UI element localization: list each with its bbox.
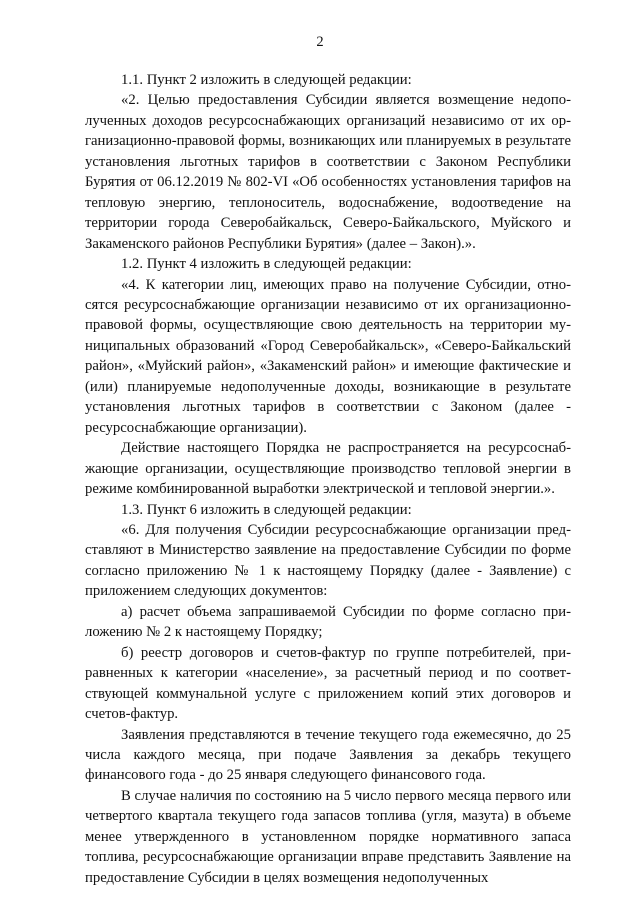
paragraph-fuel-reserve: В случае наличия по состоянию на 5 число первого месяца первого или четвертого квартала текущего года запасов топлива (угля, мазута) в объеме менее утвержденного в установленном порядке нормативного запаса топлива, ресурсоснабжающие организации вправе представить Заявление на предоставление Субсидии в целях возмещения недополученных [85, 787, 571, 886]
document-body [85, 70, 571, 888]
paragraph-item-4-exclusion: Действие настоящего Порядка не распространяется на ресурсоснабжающие организации, осуществляющие производство тепловой энергии в режиме комбинированной выработки электрической и тепловой энергии.». [85, 440, 571, 498]
page-number: 2 [316, 34, 324, 50]
paragraph-item-2-text: «2. Целью предоставления Субсидии является возмещение недополученных доходов ресурсоснабжающих организаций независимо от их организационно-правовой формы, возникающих или планируемых в результате установления льготных тарифов в соответствии с Законом Республики Бурятия от 06.12.2019 № 802-VI «Об особенностях установления тарифов на тепловую энергию, теплоноситель, водоснабжение, водоотведение на территории города Северобайкальск, Северо-Байкальского, Муйского и Закаменского районов Республики Бурятия» (далее – Закон).». [85, 92, 571, 252]
paragraph-item-6-text: «6. Для получения Субсидии ресурсоснабжающие организации представляют в Министерство заявление на предоставление Субсидии по форме согласно приложению № 1 к настоящему Порядку (далее - Заявление) с приложением следующих документов: [85, 521, 571, 600]
paragraph-item-4-text: «4. К категории лиц, имеющих право на получение Субсидии, относятся ресурсоснабжающие организации независимо от их организационно-правовой формы, осуществляющие свою деятельность на территории муниципальных образований «Город Северобайкальск», «Северо-Байкальский район», «Муйский район», «Закаменский район» и имеющие фактические и (или) планируемые недополученные доходы, возникающие в результате установления льготных тарифов в соответствии с Законом (далее - ресурсоснабжающие организации). [85, 276, 571, 436]
paragraph-submission-deadline: Заявления представляются в течение текущего года ежемесячно, до 25 числа каждого месяца, при подаче Заявления за декабрь текущего финансового года - до 25 января следующего финансового года. [85, 726, 571, 784]
paragraph-item-6-a: а) расчет объема запрашиваемой Субсидии по форме согласно приложению № 2 к настоящему Порядку; [85, 603, 571, 641]
paragraph-1-2-heading: 1.2. Пункт 4 изложить в следующей редакции: [121, 256, 412, 273]
paragraph-1-1-heading: 1.1. Пункт 2 изложить в следующей редакции: [121, 72, 412, 88]
paragraph-1-3-heading: 1.3. Пункт 6 изложить в следующей редакции: [121, 501, 412, 518]
paragraph-item-6-b: б) реестр договоров и счетов-фактур по группе потребителей, приравненных к категории «население», за расчетный период и по соответствующей коммунальной услуге с приложением копий этих договоров и счетов-фактур. [85, 644, 571, 723]
